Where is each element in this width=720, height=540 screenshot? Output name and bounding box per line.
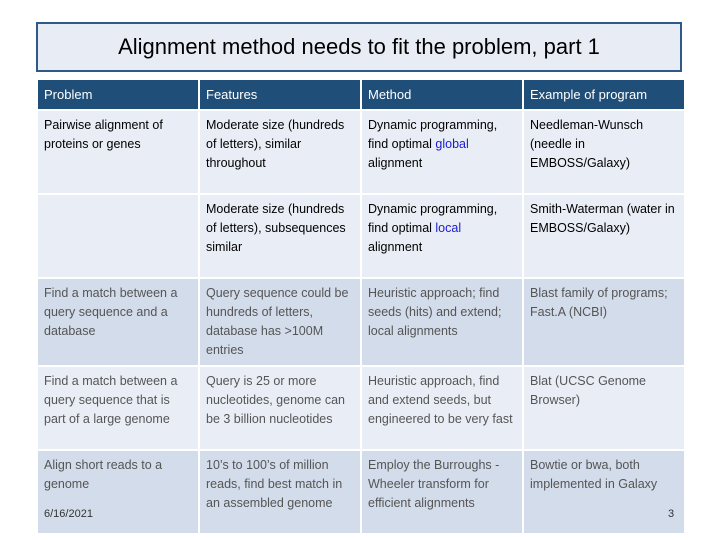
- header-features: Features: [199, 79, 361, 110]
- cell-method: [361, 110, 523, 194]
- header-problem: Problem: [37, 79, 199, 110]
- cell-features: 10’s to 100’s of million reads, find best match in an assembled genome: [199, 450, 361, 534]
- cell-example: Blat (UCSC Genome Browser): [523, 366, 685, 450]
- table-row: [37, 278, 685, 366]
- cell-problem: [37, 194, 199, 278]
- table-row: [37, 450, 685, 534]
- method-text: Dynamic programming, find optimal: [368, 202, 498, 235]
- method-text-end: alignment: [368, 240, 423, 254]
- cell-example: Needleman-Wunsch (needle in EMBOSS/Galaxy): [523, 110, 685, 194]
- alignment-table: [36, 78, 686, 535]
- table-header-row: [37, 79, 685, 110]
- method-highlight: local: [435, 221, 462, 235]
- table-row: [37, 110, 685, 194]
- page-number: 3: [668, 508, 675, 520]
- method-highlight: global: [435, 137, 469, 151]
- cell-method: Heuristic approach, find and extend seeds, but engineered to be very fast: [361, 366, 523, 450]
- cell-method: Employ the Burroughs -Wheeler transform for efficient alignments: [361, 450, 523, 534]
- cell-features: Moderate size (hundreds of letters), subsequences similar: [199, 194, 361, 278]
- cell-features: Query sequence could be hundreds of letters, database has >100M entries: [199, 278, 361, 366]
- cell-method: [361, 194, 523, 278]
- table-row: [37, 366, 685, 450]
- method-text: Dynamic programming, find optimal: [368, 118, 498, 151]
- cell-problem: Align short reads to a genome: [37, 450, 199, 534]
- header-method: Method: [361, 79, 523, 110]
- cell-example: Blast family of programs; Fast.A (NCBI): [523, 278, 685, 366]
- slide-title: Alignment method needs to fit the problem, part 1: [118, 34, 600, 59]
- footer-date: 6/16/2021: [44, 508, 93, 520]
- cell-problem: Find a match between a query sequence that is part of a large genome: [37, 366, 199, 450]
- cell-features: Moderate size (hundreds of letters), similar throughout: [199, 110, 361, 194]
- cell-problem: Find a match between a query sequence and a database: [37, 278, 199, 366]
- header-example: Example of program: [523, 79, 685, 110]
- cell-method: Heuristic approach; find seeds (hits) and extend; local alignments: [361, 278, 523, 366]
- cell-example: Bowtie or bwa, both implemented in Galaxy: [523, 450, 685, 534]
- cell-example: Smith-Waterman (water in EMBOSS/Galaxy): [523, 194, 685, 278]
- cell-problem: Pairwise alignment of proteins or genes: [37, 110, 199, 194]
- title-box: [36, 22, 682, 72]
- table-row: [37, 194, 685, 278]
- method-text-end: alignment: [368, 156, 423, 170]
- cell-features: Query is 25 or more nucleotides, genome can be 3 billion nucleotides: [199, 366, 361, 450]
